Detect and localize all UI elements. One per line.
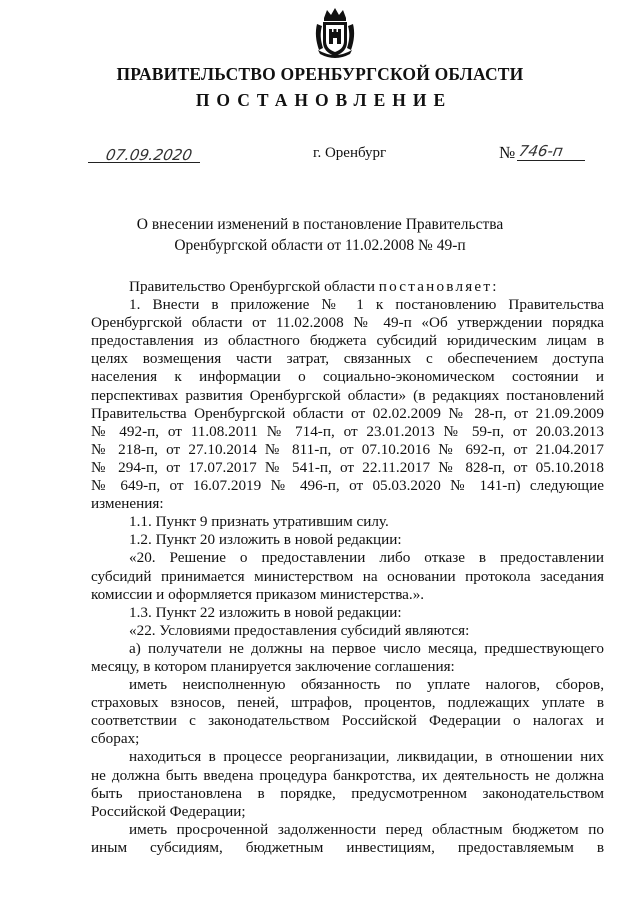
body-line: № 294-п, от 17.07.2017 № 541-п, от 22.11.2017 № 828-п, от 05.10.2018 [91, 458, 604, 476]
body-line: № 218-п, от 27.10.2014 № 811-п, от 07.10.2016 № 692-п, от 21.04.2017 [91, 440, 604, 458]
body-line: 1.2. Пункт 20 изложить в новой редакции: [129, 531, 402, 549]
coat-of-arms-icon [314, 6, 356, 58]
body-line: месяцу, в котором планируется заключение соглашения: [91, 657, 455, 675]
body-line: сборах; [91, 730, 140, 748]
body-line: соответствии с законодательством Российской Федерации о налогах и [91, 712, 604, 730]
number-underline [517, 160, 585, 161]
body-line: перспективах развития Оренбургской области» (в редакциях постановлений [91, 386, 604, 404]
body-line: не должна быть введена процедура банкротства, их деятельность не должна [91, 766, 604, 784]
body-line: «20. Решение о предоставлении либо отказе в предоставлении [129, 549, 604, 567]
body-line: а) получатели не должны на первое число месяца, предшествующего [129, 639, 604, 657]
body-line: населения к информации о социально-экономическом состоянии и [91, 368, 604, 386]
body-line: 1.1. Пункт 9 признать утратившим силу. [129, 513, 389, 531]
body-line: страховых взносов, пеней, штрафов, процентов, подлежащих уплате в [91, 694, 604, 712]
body-line: находиться в процессе реорганизации, ликвидации, в отношении них [129, 748, 604, 766]
government-title: ПРАВИТЕЛЬСТВО ОРЕНБУРГСКОЙ ОБЛАСТИ [116, 64, 524, 84]
intro-prefix: Правительство Оренбургской области [129, 278, 379, 295]
subject-line: Оренбургской области от 11.02.2008 № 49-п [174, 237, 466, 254]
body-line: иметь неисполненную обязанность по уплате налогов, сборов, [129, 676, 604, 694]
body-line: Российской Федерации; [91, 802, 246, 820]
body-line: 1.3. Пункт 22 изложить в новой редакции: [129, 603, 402, 621]
body-line: предоставления из областного бюджета субсидий юридическим лицам в [91, 332, 604, 350]
city: г. Оренбург [313, 145, 387, 161]
decree-date: 07.09.2020 [104, 146, 194, 164]
number-label: № [499, 143, 516, 162]
body-line: иным субсидиям, бюджетным инвестициям, предоставляемым в [91, 838, 604, 856]
body-line: целях возмещения части затрат, связанных с обеспечением доступа [91, 350, 604, 368]
body-line: 1. Внести в приложение № 1 к постановлению Правительства [129, 296, 604, 314]
intro-decree-word: постановляет: [378, 278, 499, 295]
body-line: Оренбургской области от 11.02.2008 № 49-п «Об утверждении порядка [91, 314, 604, 332]
body-line: № 649-п, от 16.07.2019 № 496-п, от 05.03.2020 № 141-п) следующие [91, 477, 604, 495]
date-underline [88, 162, 200, 163]
body-line: Правительства Оренбургской области от 02.02.2009 № 28-п, от 21.09.2009 [91, 404, 604, 422]
decree-subject [0, 214, 640, 256]
body-line: быть приостановлена в порядке, предусмотренном законодательством [91, 784, 604, 802]
document-type: ПОСТАНОВЛЕНИЕ [195, 90, 453, 110]
decree-number: 746-п [517, 142, 565, 160]
body-line: иметь просроченной задолженности перед областным бюджетом по [129, 820, 604, 838]
body-line: комиссии и оформляется приказом министерства.». [91, 585, 425, 603]
body-line: субсидий принимается министерством на основании протокола заседания [91, 567, 604, 585]
body-line: изменения: [91, 495, 164, 513]
body-line: № 492-п, от 11.08.2011 № 714-п, от 23.01.2013 № 59-п, от 20.03.2013 [91, 422, 604, 440]
body-line: «22. Условиями предоставления субсидий являются: [129, 621, 470, 639]
body-intro [91, 278, 604, 296]
subject-line: О внесении изменений в постановление Правительства [136, 216, 504, 233]
decree-body [91, 278, 604, 857]
